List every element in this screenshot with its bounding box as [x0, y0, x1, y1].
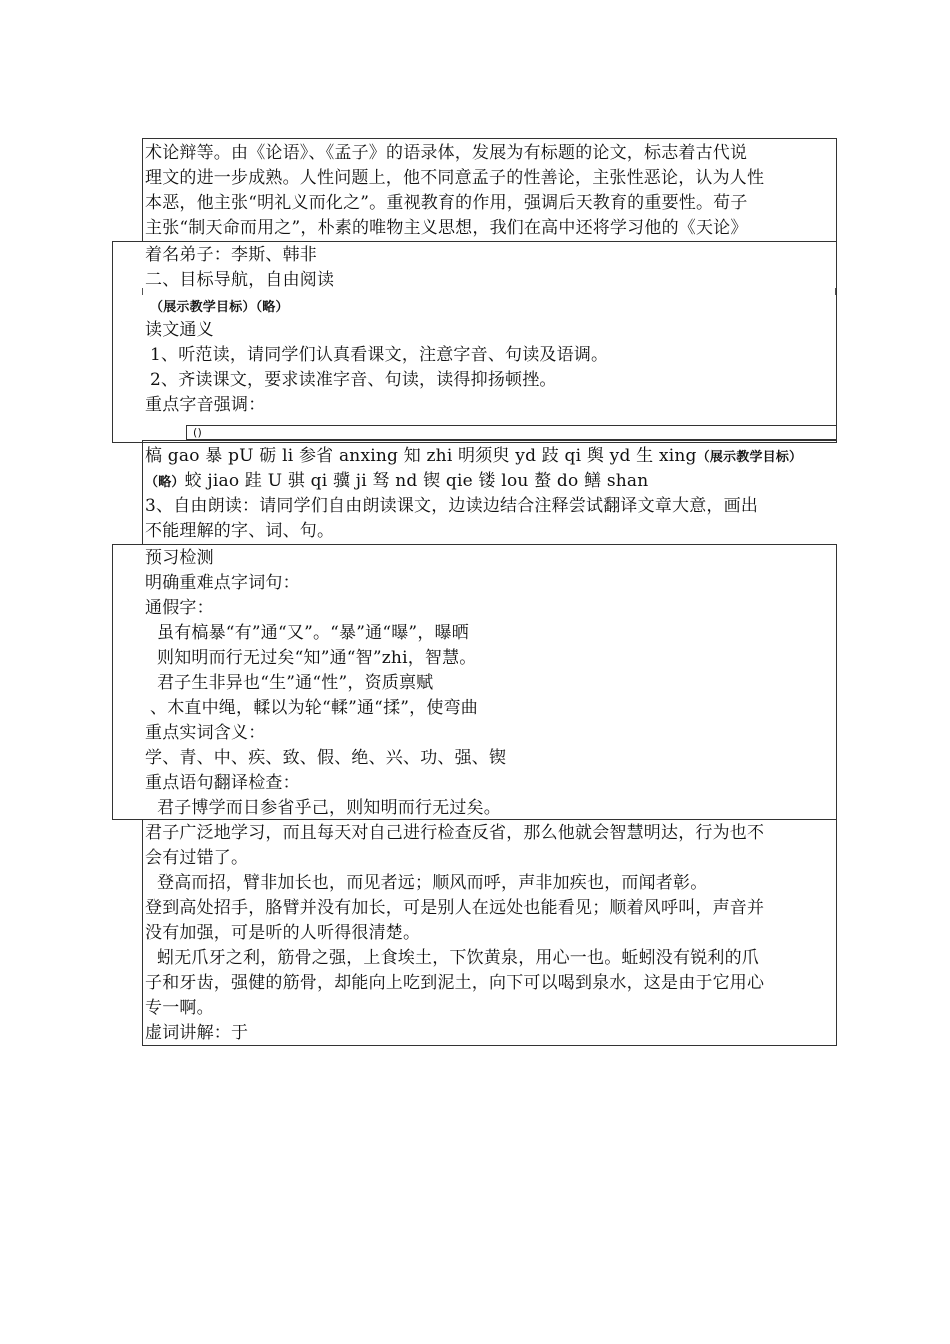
- margin-tick: [835, 288, 836, 295]
- translation-line: 没有加强，可是听的人听得很清楚。: [145, 923, 421, 943]
- original-sentence: 登高而招，臂非加长也，而见者远；顺风而呼，声非加疾也，而闻者彰。: [157, 873, 708, 893]
- intro-line: 主张“制天命而用之”，朴素的唯物主义思想，我们在高中还将学习他的《天论》: [145, 218, 748, 238]
- section-heading: 二、目标导航，自由阅读: [145, 270, 335, 290]
- reading-step-1: 1、听范读，请同学们认真看课文，注意字音、句读及语调。: [150, 345, 609, 365]
- famous-disciples: 着名弟子：李斯、韩非: [145, 245, 317, 265]
- intro-line: 术论辩等。由《论语》、《孟子》的语录体，发展为有标题的论文，标志着古代说: [145, 143, 748, 163]
- reading-step-2: 2、齐读课文，要求读准字音、句读，读得抑扬顿挫。: [150, 370, 557, 390]
- pinyin-line-1: [145, 444, 802, 470]
- pinyin-text: 槁 gao 暴 pU 砺 li 参省 anxing 知 zhi 明须臾 yd 跂 qi 舆 yd 生 xing: [145, 446, 697, 466]
- translation-line: 会有过错了。: [145, 848, 249, 868]
- reading-title: 读文通义: [145, 320, 214, 340]
- interchangeable-item: 、木直中绳，輮以为轮“輮”通“揉”，使弯曲: [150, 698, 478, 718]
- content-words-title: 重点实词含义：: [145, 723, 266, 743]
- interchangeable-title: 通假字：: [145, 598, 214, 618]
- intro-line: 本恶，他主张“明礼义而化之”。重视教育的作用，强调后天教育的重要性。荀子: [145, 193, 748, 213]
- preview-title: 预习检测: [145, 548, 214, 568]
- omitted-note: （略）: [145, 475, 185, 490]
- interchangeable-item: 虽有槁暴“有”通“又”。“暴”通“曝”，曝晒: [157, 623, 469, 643]
- pinyin-line-2: [145, 469, 648, 495]
- translation-title: 重点语句翻译检查：: [145, 773, 300, 793]
- objective-note-inline: （展示教学目标）: [696, 450, 803, 465]
- small-bracket-box: [186, 425, 837, 440]
- original-sentence: 蚓无爪牙之利，筋骨之强，上食埃土，下饮黄泉，用心一也。蚯蚓没有锐利的爪: [157, 948, 759, 968]
- content-words: 学、青、中、疾、致、假、绝、兴、功、强、锲: [145, 748, 507, 768]
- interchangeable-item: 君子生非异也“生”通“性”，资质禀赋: [157, 673, 434, 693]
- key-words-title: 明确重难点字词句：: [145, 573, 300, 593]
- translation-line: 登到高处招手，胳臂并没有加长，可是别人在远处也能看见；顺着风呼叫，声音并: [145, 898, 765, 918]
- interchangeable-item: 则知明而行无过矣“知”通“智”zhi，智慧。: [157, 648, 477, 668]
- translation-sentence: 君子博学而日参省乎己，则知明而行无过矣。: [157, 798, 501, 818]
- objective-note: （展示教学目标）（略）: [150, 300, 289, 315]
- reading-step-3: 3、自由朗读：请同学们自由朗读课文，边读边结合注释尝试翻译文章大意，画出: [145, 496, 759, 516]
- translation-line: 专一啊。: [145, 998, 214, 1018]
- bracket-text: (): [193, 426, 202, 439]
- translation-line: 君子广泛地学习，而且每天对自己进行检查反省，那么他就会智慧明达，行为也不: [145, 823, 765, 843]
- pinyin-text: 蛟 jiao 跬 U 骐 qi 骥 ji 驽 nd 锲 qie 镂 lou 螯 do 鳝 shan: [184, 471, 649, 491]
- pronunciation-title: 重点字音强调：: [145, 395, 266, 415]
- translation-line: 子和牙齿，强健的筋骨，却能向上吃到泥土，向下可以喝到泉水，这是由于它用心: [145, 973, 765, 993]
- intro-line: 理文的进一步成熟。人性问题上，他不同意孟子的性善论，主张性恶论，认为人性: [145, 168, 765, 188]
- function-words-title: 虚词讲解：于: [145, 1023, 249, 1043]
- margin-tick: [142, 288, 143, 295]
- reading-step-3-cont: 不能理解的字、词、句。: [145, 521, 335, 541]
